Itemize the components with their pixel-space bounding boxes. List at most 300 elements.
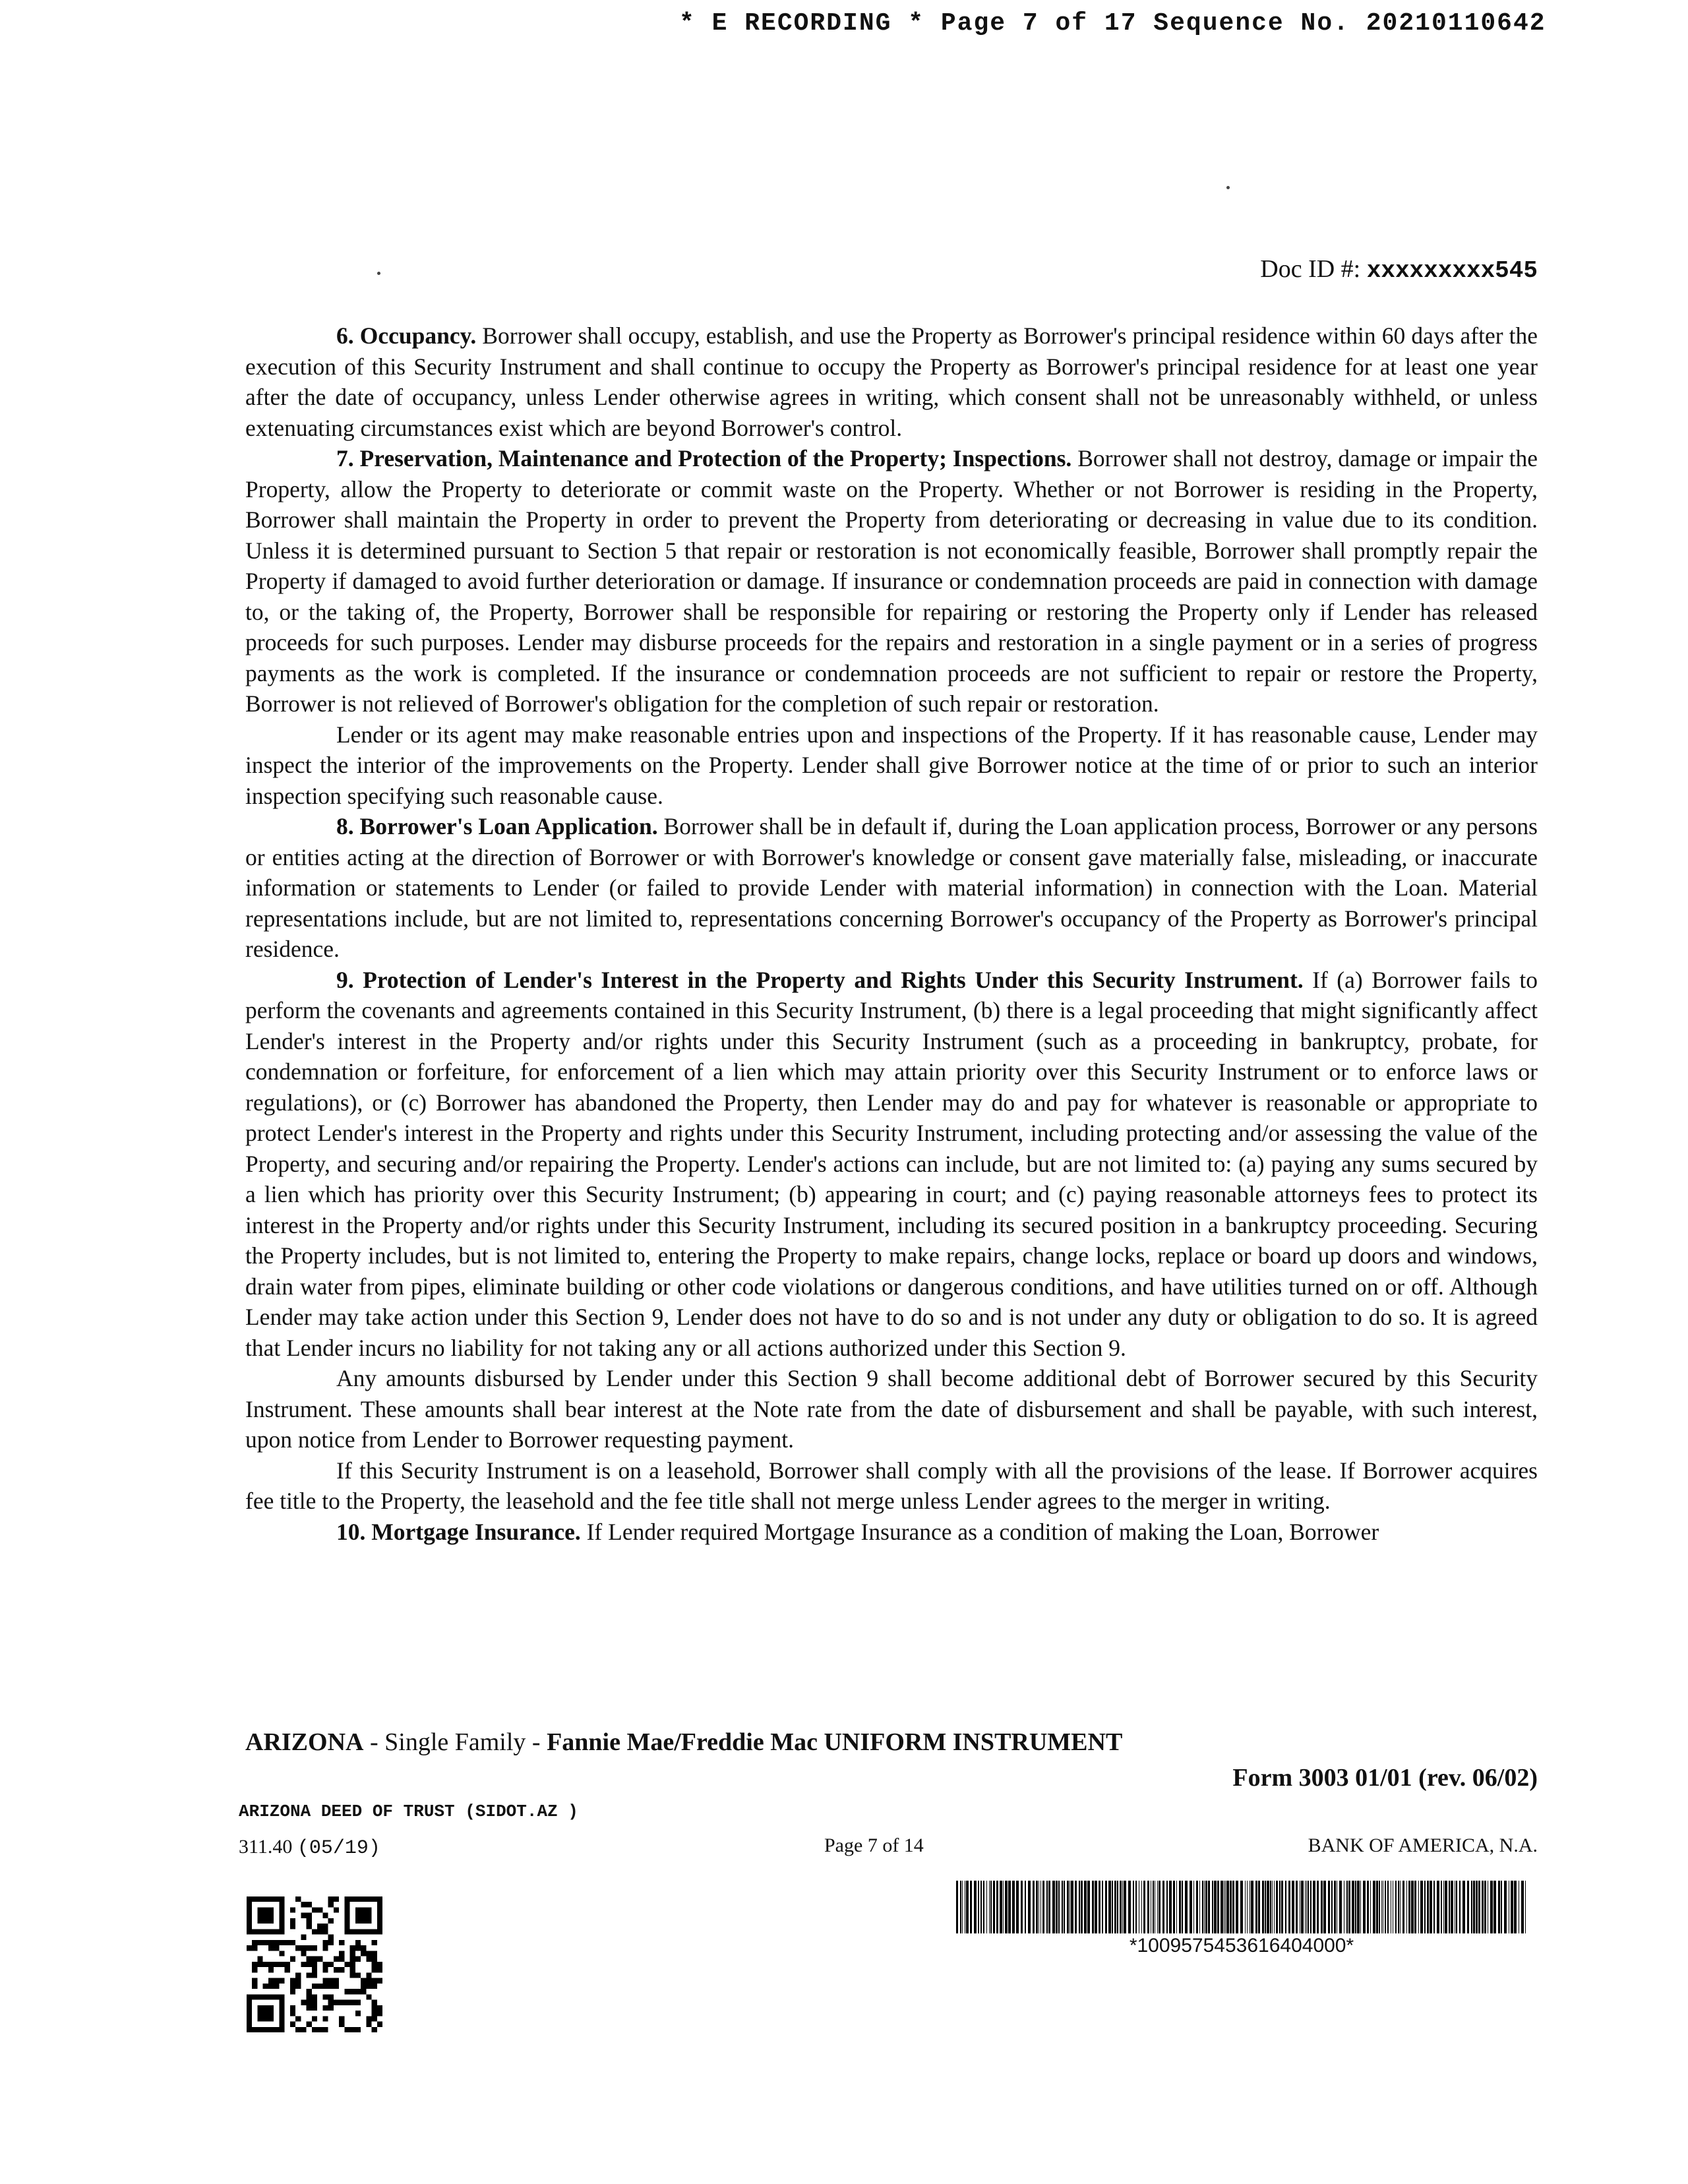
barcode-bar [1274, 1881, 1275, 1933]
qr-module [285, 1967, 290, 1972]
barcode-bar [1157, 1881, 1158, 1933]
qr-module [322, 1913, 328, 1918]
qr-module [339, 1940, 344, 1945]
qr-module [257, 1962, 262, 1967]
qr-module [334, 1896, 339, 1902]
qr-module [295, 2027, 301, 2032]
qr-module [290, 1989, 295, 1994]
doc-id-label: Doc ID #: [1260, 255, 1361, 283]
barcode-bar [1445, 1881, 1447, 1933]
section-7-paragraph-2: Lender or its agent may make reasonable entries upon and inspections of the Property. If it has reasonable cause, Lender may inspect the interior of the improvements on the Property. Lender shall give Borrower notice at the time of or prior to such an interior inspection specifying such reasonable cause. [245, 721, 1538, 809]
section-10-paragraph [245, 1517, 1538, 1548]
barcode-bar [1081, 1881, 1083, 1933]
barcode-bar [1449, 1881, 1450, 1933]
barcode-bar [1379, 1881, 1380, 1933]
qr-module [295, 2016, 301, 2021]
barcode-bar [1321, 1881, 1323, 1933]
barcode-bar [1095, 1881, 1097, 1933]
barcode-bar [1179, 1881, 1181, 1933]
barcode-bar [1128, 1881, 1131, 1933]
barcode-bar [1406, 1881, 1407, 1933]
qr-module [307, 1902, 312, 1907]
qr-module [307, 1913, 312, 1918]
qr-finder-pattern [247, 1994, 285, 2032]
qr-module [328, 1984, 334, 1989]
qr-module [328, 1896, 334, 1902]
qr-module [263, 1962, 268, 1967]
qr-module [274, 1978, 279, 1984]
barcode-bar [1064, 1881, 1065, 1933]
barcode-bar [1008, 1881, 1011, 1933]
qr-module [366, 1984, 371, 1989]
barcode-bar [1182, 1881, 1183, 1933]
barcode-bar [1225, 1881, 1226, 1933]
barcode-bar [1521, 1881, 1524, 1933]
barcode-bar [1310, 1881, 1311, 1933]
barcode-bar [1193, 1881, 1194, 1933]
qr-module [307, 1962, 312, 1967]
barcode-bar [1305, 1881, 1306, 1933]
barcode-bar [996, 1881, 998, 1933]
barcode-bar [1247, 1881, 1248, 1933]
barcode-bar [1402, 1881, 1404, 1933]
barcode-number: *1009575453616404000* [1129, 1935, 1354, 1957]
qr-module [350, 1989, 355, 1994]
barcode-bar [1357, 1881, 1360, 1933]
qr-module [317, 1984, 322, 1989]
qr-module [274, 1962, 279, 1967]
barcode-bar [1339, 1881, 1342, 1933]
barcode-bar [1331, 1881, 1333, 1933]
barcode-bar [1133, 1881, 1134, 1933]
barcode-bar [1441, 1881, 1442, 1933]
qr-module [361, 1951, 366, 1956]
qr-module [350, 1972, 355, 1978]
barcode-bar [1185, 1881, 1188, 1933]
qr-module [366, 1951, 371, 1956]
qr-module [328, 1902, 334, 1907]
barcode-bar [1306, 1881, 1307, 1933]
barcode-bar [1387, 1881, 1389, 1933]
barcode-bar [1281, 1881, 1283, 1933]
section-7-text: Borrower shall not destroy, damage or impair the Property, allow the Property to deteriorate or commit waste on the Property. Whether or not Borrower is residing in the Property, Borrower shall maintain the Property in order to prevent the Property from deteriorating or decreasing in value due to its condition. Unless it is determined pursuant to Section 5 that repair or restoration is not economically feasible, Borrower shall promptly repair the Property if damaged to avoid further deterioration or damage. If insurance or condemnation proceeds are paid in connection with damage to, or the taking of, the Property, Borrower shall be responsible for repairing or restoring the Property only if Lender has released proceeds for such purposes. Lender may disburse proceeds for the repairs and restoration in a single payment or in a series of progress payments as the work is completed. If the insurance or condemnation proceeds are not sufficient to repair or restore the Property, Borrower is not relieved of Borrower's obligation for the completion of such repair or restoration. [245, 445, 1538, 717]
qr-module [328, 1935, 334, 1940]
qr-module [372, 1984, 377, 1989]
qr-module [312, 1984, 317, 1989]
qr-module [257, 1957, 262, 1962]
qr-module [339, 2016, 344, 2021]
qr-module [317, 2027, 322, 2032]
barcode-bar [1471, 1881, 1472, 1933]
barcode-bar [1451, 1881, 1453, 1933]
barcode-bar [1363, 1881, 1366, 1933]
barcode-bar [1456, 1881, 1457, 1933]
section-7-heading: 7. Preservation, Maintenance and Protection of the Property; Inspections. [336, 445, 1072, 471]
qr-module [252, 1945, 257, 1951]
barcode-bar [1258, 1881, 1260, 1933]
barcode-bar [1196, 1881, 1198, 1933]
barcode-bar [1202, 1881, 1203, 1933]
barcode-bar [1058, 1881, 1060, 1933]
qr-module [274, 1940, 279, 1945]
qr-module [328, 2005, 334, 2011]
qr-code-icon [247, 1896, 382, 2032]
qr-module [350, 1957, 355, 1962]
qr-module [344, 1989, 349, 1994]
barcode-bar [1214, 1881, 1217, 1933]
qr-module [372, 1951, 377, 1956]
qr-module [252, 1940, 257, 1945]
qr-module [334, 2000, 339, 2005]
barcode-bar [1221, 1881, 1223, 1933]
qr-module [290, 1978, 295, 1984]
qr-module [268, 1978, 274, 1984]
barcode-bar [974, 1881, 977, 1933]
barcode-bar [1420, 1881, 1423, 1933]
barcode-bar [980, 1881, 982, 1933]
barcode-bar [1411, 1881, 1414, 1933]
barcode-bar [1525, 1881, 1526, 1933]
qr-module [328, 1994, 334, 1999]
qr-module [312, 2000, 317, 2005]
qr-module [295, 1984, 301, 1989]
form-code-date: (05/19) [297, 1837, 380, 1860]
qr-module [301, 2027, 306, 2032]
qr-module [372, 1967, 377, 1972]
barcode-bar [1052, 1881, 1055, 1933]
qr-module [322, 1984, 328, 1989]
qr-module [328, 2000, 334, 2005]
qr-module [372, 2000, 377, 2005]
qr-module [350, 1951, 355, 1956]
qr-module [361, 1945, 366, 1951]
barcode-bar [1046, 1881, 1048, 1933]
barcode-bar [1376, 1881, 1378, 1933]
qr-module [252, 1978, 257, 1984]
barcode-bar [1514, 1881, 1517, 1933]
barcode-bar [1114, 1881, 1116, 1933]
qr-module [355, 2000, 361, 2005]
qr-module [339, 2000, 344, 2005]
qr-module [366, 1978, 371, 1984]
barcode-bar [1067, 1881, 1069, 1933]
barcode-bar [1087, 1881, 1090, 1933]
barcode-bar [1108, 1881, 1111, 1933]
qr-module [290, 1984, 295, 1989]
barcode-bar [1255, 1881, 1257, 1933]
barcode-bar [1511, 1881, 1513, 1933]
qr-module [301, 2000, 306, 2005]
section-8-paragraph [245, 811, 1538, 965]
barcode-bar [1169, 1881, 1172, 1933]
qr-module [301, 1935, 306, 1940]
barcode-bar [956, 1881, 958, 1933]
barcode-bar [1367, 1881, 1369, 1933]
barcode-bar [1400, 1881, 1401, 1933]
qr-module [274, 1945, 279, 1951]
qr-module [339, 2022, 344, 2027]
qr-module [312, 1929, 317, 1934]
barcode-bar [1166, 1881, 1168, 1933]
barcode-bar [1272, 1881, 1273, 1933]
qr-module [344, 1962, 349, 1967]
qr-module [307, 2000, 312, 2005]
qr-module [268, 1984, 274, 1989]
qr-module [295, 1978, 301, 1984]
qr-module [350, 1962, 355, 1967]
barcode-bar [1430, 1881, 1432, 1933]
barcode-bar [1173, 1881, 1175, 1933]
document-body [245, 320, 1538, 1547]
barcode-bar [1414, 1881, 1416, 1933]
qr-module [317, 1957, 322, 1962]
barcode-bar [1000, 1881, 1002, 1933]
qr-module [312, 2016, 317, 2021]
qr-module [372, 2027, 377, 2032]
qr-module [372, 2011, 377, 2016]
qr-module [290, 2005, 295, 2011]
barcode-bar [1437, 1881, 1439, 1933]
barcode-bar [1490, 1881, 1493, 1933]
barcode-bar [1308, 1881, 1309, 1933]
section-8-text: Borrower shall be in default if, during the Loan application process, Borrower or any persons or entities acting at the direction of Borrower or with Borrower's knowledge or consent gave materially false, misleading, or inaccurate information or statements to Lender (or failed to provide Lender with material information) in connection with the Loan. Material representations include, but are not limited to, representations concerning Borrower's occupancy of the Property as Borrower's principal residence. [245, 813, 1538, 962]
section-9-paragraph-2: Any amounts disbursed by Lender under this Section 9 shall become additional debt of Borrower secured by this Security Instrument. These amounts shall bear interest at the Note rate from the date of disbursement and shall be payable, with such interest, upon notice from Lender to Borrower requesting payment. [245, 1365, 1538, 1453]
qr-module [301, 1913, 306, 1918]
barcode-bar [1504, 1881, 1507, 1933]
barcode-bar [1162, 1881, 1164, 1933]
qr-module [317, 1924, 322, 1929]
barcode-bar [1373, 1881, 1375, 1933]
barcode-bar [1262, 1881, 1264, 1933]
deed-title: ARIZONA DEED OF TRUST (SIDOT.AZ ) [239, 1802, 578, 1821]
barcode-bar [1459, 1881, 1461, 1933]
barcode-bar [1205, 1881, 1207, 1933]
qr-module [322, 2027, 328, 2032]
barcode-bar [1042, 1881, 1044, 1933]
barcode-bar [1328, 1881, 1330, 1933]
qr-module [361, 1978, 366, 1984]
barcode-bar [1153, 1881, 1154, 1933]
form-code [239, 1836, 502, 1860]
qr-module [312, 1972, 317, 1978]
page-number: Page 7 of 14 [824, 1835, 924, 1856]
barcode-bar [1313, 1881, 1315, 1933]
qr-module [328, 1962, 334, 1967]
qr-module [268, 1962, 274, 1967]
qr-module [322, 1962, 328, 1967]
qr-module [307, 1989, 312, 1994]
barcode-bar [1467, 1881, 1469, 1933]
barcode-bar [1381, 1881, 1382, 1933]
qr-module [263, 1940, 268, 1945]
qr-module [377, 1962, 382, 1967]
barcode-bar [1190, 1881, 1192, 1933]
qr-module [328, 1918, 334, 1924]
barcode-bar [1021, 1881, 1023, 1933]
qr-module [252, 1984, 257, 1989]
barcode-bar [962, 1881, 963, 1933]
qr-module [295, 1896, 301, 1902]
qr-module [322, 1945, 328, 1951]
barcode-bar [1048, 1881, 1050, 1933]
barcode-bar [1117, 1881, 1118, 1933]
qr-module [268, 1967, 274, 1972]
qr-module [361, 1989, 366, 1994]
barcode-bar [1143, 1881, 1145, 1933]
barcode-bar [1232, 1881, 1234, 1933]
section-10-heading: 10. Mortgage Insurance. [336, 1518, 581, 1545]
qr-module [366, 1994, 371, 1999]
recording-stamp: * E RECORDING * Page 7 of 17 Sequence No. 20210110642 [679, 9, 1546, 38]
barcode-bar [1230, 1881, 1232, 1933]
barcode-bar [1276, 1881, 1278, 1933]
qr-module [301, 1962, 306, 1967]
qr-module [328, 1940, 334, 1945]
qr-module [285, 1940, 290, 1945]
qr-module [334, 1967, 339, 1972]
section-9-heading: 9. Protection of Lender's Interest in the Property and Rights Under this Security Instrument. [336, 966, 1304, 993]
qr-module [350, 2027, 355, 2032]
barcode-bar [993, 1881, 995, 1933]
qr-module [355, 2027, 361, 2032]
qr-module [307, 1918, 312, 1924]
qr-module [307, 2005, 312, 2011]
qr-module [366, 1972, 371, 1978]
barcode-bar [1473, 1881, 1475, 1933]
barcode-bar [1433, 1881, 1435, 1933]
section-6-paragraph [245, 320, 1538, 443]
barcode-bar [1348, 1881, 1350, 1933]
barcode-bar [1124, 1881, 1126, 1933]
qr-module [344, 2027, 349, 2032]
qr-module [312, 1907, 317, 1912]
barcode-bar [989, 1881, 990, 1933]
barcode-bar [1301, 1881, 1304, 1933]
qr-module [290, 2011, 295, 2016]
barcode-bar [1204, 1881, 1205, 1933]
qr-module [301, 1902, 306, 1907]
barcode-bar [1135, 1881, 1137, 1933]
barcode-bar [1025, 1881, 1026, 1933]
qr-module [307, 1972, 312, 1978]
qr-module [355, 1940, 361, 1945]
barcode-bar [1265, 1881, 1266, 1933]
qr-module [312, 2027, 317, 2032]
qr-module [339, 1967, 344, 1972]
qr-module [312, 1994, 317, 1999]
qr-module [377, 1978, 382, 1984]
qr-module [307, 1994, 312, 1999]
barcode-bar [1056, 1881, 1058, 1933]
qr-module [355, 1957, 361, 1962]
barcode-bar [990, 1881, 992, 1933]
qr-module [334, 1957, 339, 1962]
qr-module [307, 1924, 312, 1929]
barcode-bar [1212, 1881, 1213, 1933]
qr-module [295, 1972, 301, 1978]
qr-module [295, 1945, 301, 1951]
qr-module [290, 1907, 295, 1912]
barcode-bar [1267, 1881, 1269, 1933]
form-number: Form 3003 01/01 (rev. 06/02) [1232, 1764, 1538, 1792]
barcode-bar [1498, 1881, 1500, 1933]
barcode-bar [1036, 1881, 1038, 1933]
qr-finder-pattern [247, 1896, 285, 1935]
section-9-paragraph-3: If this Security Instrument is on a leasehold, Borrower shall comply with all the provisions of the lease. If Borrower acquires fee title to the Property, the leasehold and the fee title shall not merge unless Lender agrees to the merger in writing. [245, 1457, 1538, 1514]
barcode-bar [1482, 1881, 1484, 1933]
qr-module [312, 1945, 317, 1951]
qr-module [274, 1984, 279, 1989]
qr-module [322, 1929, 328, 1934]
footer-state: ARIZONA [245, 1728, 364, 1756]
qr-module [317, 1907, 322, 1912]
qr-module [377, 2005, 382, 2011]
barcode-bar [1075, 1881, 1077, 1933]
qr-module [279, 1962, 284, 1967]
barcode-bar [1270, 1881, 1271, 1933]
barcode-bar [1292, 1881, 1294, 1933]
barcode-bar [1079, 1881, 1080, 1933]
qr-module [350, 1945, 355, 1951]
qr-module [334, 1984, 339, 1989]
barcode-bar [1398, 1881, 1399, 1933]
qr-module [344, 2000, 349, 2005]
qr-module [372, 1962, 377, 1967]
barcode-icon [955, 1881, 1528, 1933]
barcode-bar [1028, 1881, 1031, 1933]
barcode-bar [1122, 1881, 1123, 1933]
barcode-bar [1040, 1881, 1041, 1933]
barcode-bar [970, 1881, 972, 1933]
qr-module [377, 2011, 382, 2016]
qr-module [372, 2016, 377, 2021]
qr-module [307, 2022, 312, 2027]
qr-module [312, 1957, 317, 1962]
qr-module [339, 1951, 344, 1956]
qr-module [290, 1957, 295, 1962]
barcode-bar [1346, 1881, 1348, 1933]
qr-module [285, 1962, 290, 1967]
barcode-bar [1370, 1881, 1371, 1933]
qr-module [290, 1924, 295, 1929]
barcode-bar [1279, 1881, 1281, 1933]
qr-module [350, 2000, 355, 2005]
barcode-bar [1071, 1881, 1073, 1933]
barcode-bar [1099, 1881, 1100, 1933]
qr-module [366, 2016, 371, 2021]
barcode-bar [1226, 1881, 1229, 1933]
barcode-bar [1062, 1881, 1063, 1933]
qr-module [366, 1957, 371, 1962]
barcode-bar [1317, 1881, 1319, 1933]
scan-speck [377, 272, 380, 275]
barcode-bar [1105, 1881, 1107, 1933]
qr-module [377, 1967, 382, 1972]
section-6-heading: 6. Occupancy. [336, 322, 477, 349]
barcode-bar [1285, 1881, 1286, 1933]
qr-module [334, 1907, 339, 1912]
barcode-bar [966, 1881, 969, 1933]
section-9-text: If (a) Borrower fails to perform the covenants and agreements contained in this Security Instrument, (b) there is a legal proceeding that might significantly affect Lender's interest in the Property and/or rights under this Security Instrument (such as a proceeding in bankruptcy, probate, for condemnation or forfeiture, for enforcement of a lien which may attain priority over this Security Instrument or to enforce laws or regulations), or (c) Borrower has abandoned the Property, then Lender may do and pay for whatever is reasonable or appropriate to protect Lender's interest in the Property and rights under this Security Instrument, including protecting and/or assessing the value of the Property, and securing and/or repairing the Property. Lender's actions can include, but are not limited to: (a) paying any sums secured by a lien which has priority over this Security Instrument; (b) appearing in court; and (c) paying reasonable attorneys fees to protect its interest in the Property and/or rights under this Security Instrument, including its secured position in a bankruptcy proceeding. Securing the Property includes, but is not limited to, entering the Property to make repairs, change locks, replace or board up doors and windows, drain water from pipes, eliminate building or other code violations or dangerous conditions, and have utilities turned on or off. Although Lender may take action under this Section 9, Lender does not have to do so and is not under any duty or obligation to do so. It is agreed that Lender incurs no liability for not taking any or all actions authorized under this Section 9. [245, 966, 1538, 1361]
qr-finder-pattern [344, 1896, 382, 1935]
barcode-bar [1501, 1881, 1502, 1933]
qr-module [377, 2022, 382, 2027]
barcode-bar [1395, 1881, 1397, 1933]
qr-module [290, 2022, 295, 2027]
qr-module [290, 1940, 295, 1945]
barcode-bars [956, 1881, 1526, 1933]
qr-module [322, 2005, 328, 2011]
